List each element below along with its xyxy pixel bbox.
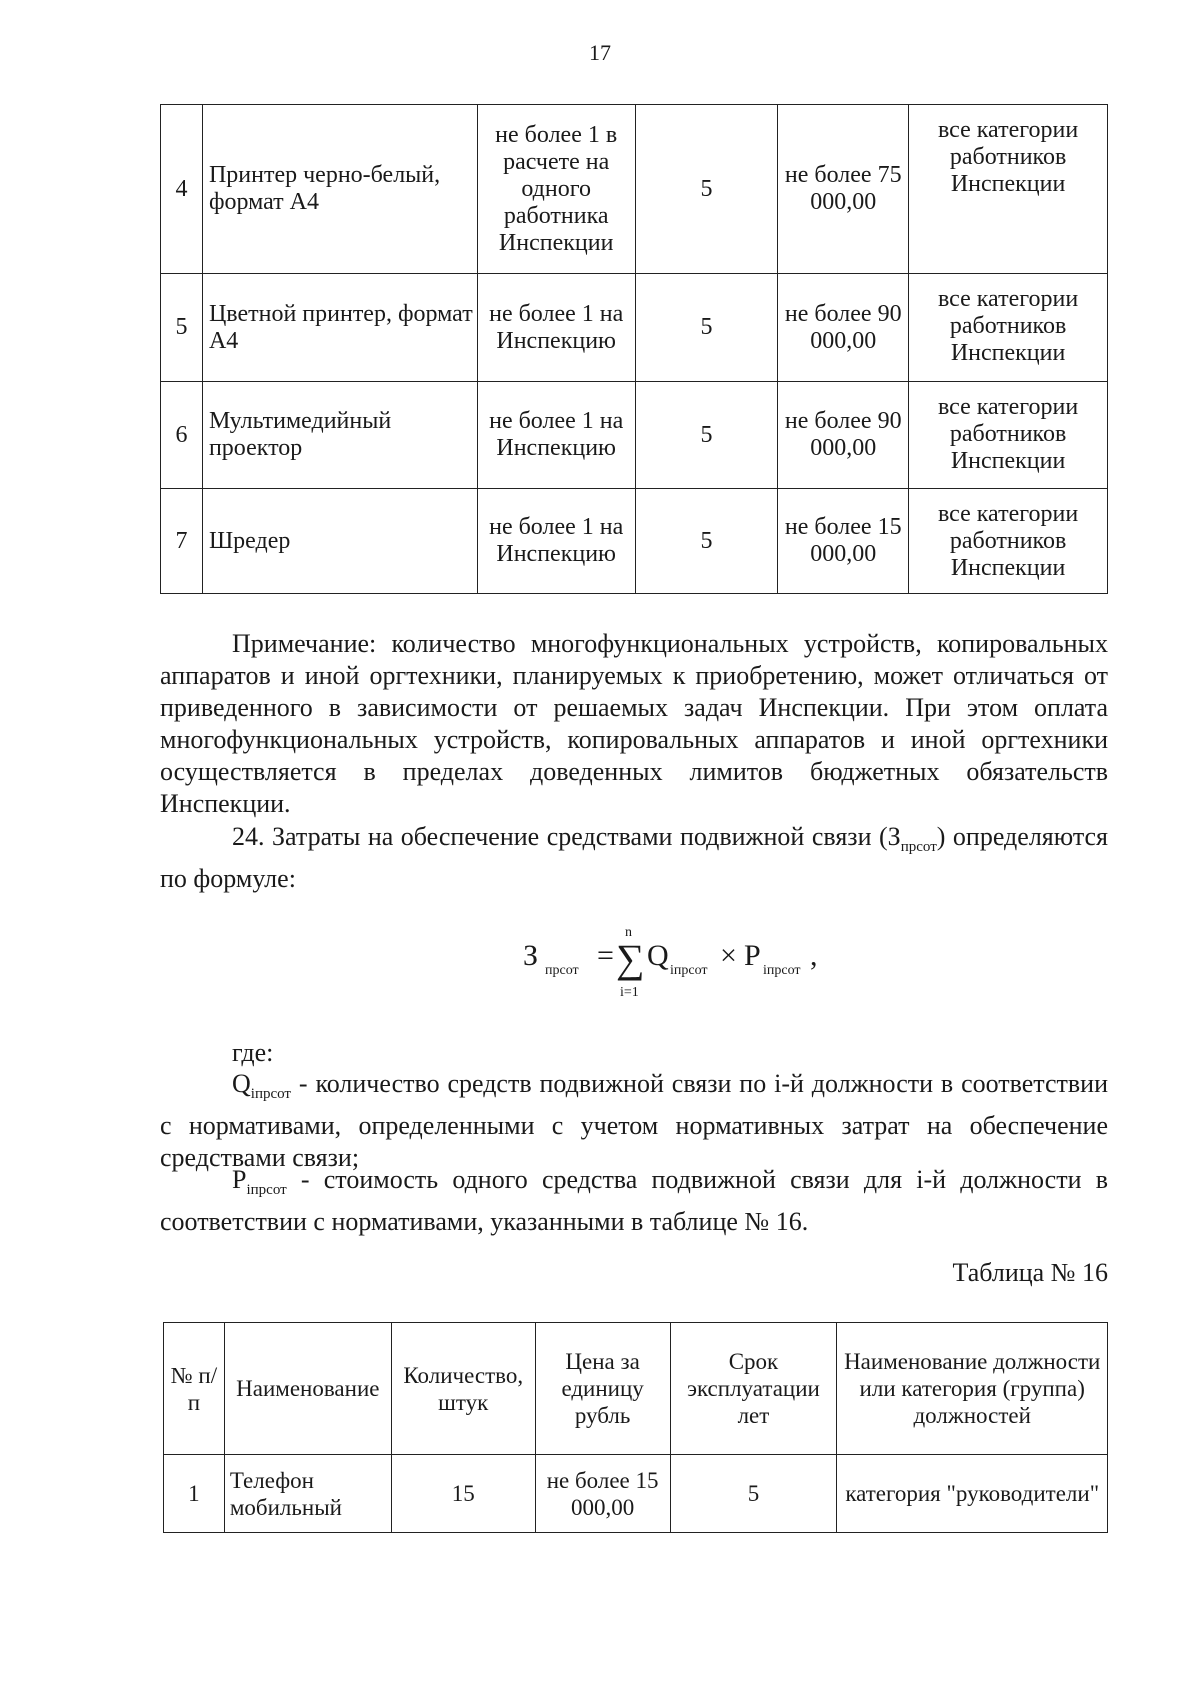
mobile-phone-table bbox=[163, 1322, 1108, 1533]
item-price: не более 90 000,00 bbox=[778, 274, 909, 382]
item-category: все категории работников Инспекции bbox=[909, 382, 1108, 489]
formula-equals: = bbox=[597, 939, 614, 972]
header-position: Наименование должности или категория (группа) должностей bbox=[837, 1323, 1108, 1455]
table-row bbox=[164, 1455, 1108, 1533]
item-24-text-end: ) определяются по формуле: bbox=[160, 822, 1109, 894]
item-price: не более 75 000,00 bbox=[778, 105, 909, 274]
definition-q bbox=[160, 1068, 1108, 1174]
item-category: все категории работников Инспекции bbox=[909, 489, 1108, 594]
item-name: Телефон мобильный bbox=[224, 1455, 391, 1533]
where-label: где: bbox=[232, 1038, 274, 1067]
header-name: Наименование bbox=[224, 1323, 391, 1455]
table-16-label: Таблица № 16 bbox=[952, 1258, 1108, 1287]
definition-q-text: - количество средств подвижной связи по i-й должности в соответствии с нормативами, определенными с учетом нормативных затрат на обеспечение средствами связи; bbox=[160, 1069, 1108, 1173]
formula-p-subscript: iпрсот bbox=[763, 963, 801, 978]
formula-lower-limit: i=1 bbox=[620, 985, 639, 1000]
formula-comma: , bbox=[810, 939, 818, 972]
item-name: Мультимедийный проектор bbox=[202, 382, 477, 489]
table-row bbox=[161, 489, 1108, 594]
header-quantity: Количество, штук bbox=[391, 1323, 535, 1455]
definition-p-symbol: P bbox=[232, 1165, 247, 1194]
item-quantity: не более 1 на Инспекцию bbox=[477, 382, 635, 489]
table-row bbox=[161, 105, 1108, 274]
row-number: 4 bbox=[161, 105, 203, 274]
note-paragraph: Примечание: количество многофункциональных устройств, копировальных аппаратов и иной оргтехники, планируемых к приобретению, может отличаться от приведенного в зависимости от решаемых задач Инспекции. При этом оплата многофункциональных устройств, копировальных аппаратов и иной оргтехники осуществляется в пределах доведенных лимитов бюджетных обязательств Инспекции. bbox=[160, 629, 1108, 818]
item-name: Цветной принтер, формат А4 bbox=[202, 274, 477, 382]
header-price: Цена за единицу рубль bbox=[535, 1323, 670, 1455]
table-row bbox=[161, 382, 1108, 489]
item-quantity: не более 1 на Инспекцию bbox=[477, 489, 635, 594]
item-term: 5 bbox=[635, 382, 778, 489]
item-price: не более 15 000,00 bbox=[778, 489, 909, 594]
item-price: не более 90 000,00 bbox=[778, 382, 909, 489]
row-number: 7 bbox=[161, 489, 203, 594]
row-number: 6 bbox=[161, 382, 203, 489]
definition-p-text: - стоимость одного средства подвижной связи для i-й должности в соответствии с нормативами, указанными в таблице № 16. bbox=[160, 1165, 1108, 1237]
formula-p: P bbox=[744, 939, 761, 972]
definition-q-symbol: Q bbox=[232, 1069, 251, 1098]
formula-sum-sign: ∑ bbox=[616, 936, 645, 981]
item-quantity: не более 1 в расчете на одного работника Инспекции bbox=[477, 105, 635, 274]
item-category: все категории работников Инспекции bbox=[909, 274, 1108, 382]
item-quantity: 15 bbox=[391, 1455, 535, 1533]
row-number: 1 bbox=[164, 1455, 225, 1533]
formula-lhs: З bbox=[523, 939, 539, 972]
row-number: 5 bbox=[161, 274, 203, 382]
definition-p-subscript: iпрсот bbox=[246, 1182, 287, 1199]
header-number: № п/п bbox=[164, 1323, 225, 1455]
item-24-subscript: прсот bbox=[900, 839, 937, 856]
item-name: Шредер bbox=[202, 489, 477, 594]
item-price: не более 15 000,00 bbox=[535, 1455, 670, 1533]
item-quantity: не более 1 на Инспекцию bbox=[477, 274, 635, 382]
item-term: 5 bbox=[635, 105, 778, 274]
formula-lhs-subscript: прсот bbox=[545, 963, 579, 978]
header-term: Срок эксплуатации лет bbox=[670, 1323, 837, 1455]
formula-upper-limit: n bbox=[625, 925, 632, 940]
item-24-text: 24. Затраты на обеспечение средствами подвижной связи (З bbox=[232, 822, 901, 851]
formula-q-subscript: iпрсот bbox=[670, 963, 708, 978]
table-header-row bbox=[164, 1323, 1108, 1455]
page-number: 17 bbox=[589, 40, 611, 65]
item-name: Принтер черно-белый, формат А4 bbox=[202, 105, 477, 274]
item-term: 5 bbox=[635, 489, 778, 594]
cost-formula bbox=[520, 925, 920, 1005]
formula-times: × bbox=[720, 939, 737, 972]
definition-q-subscript: iпрсот bbox=[250, 1086, 291, 1103]
item-24-paragraph bbox=[160, 821, 1108, 895]
equipment-table bbox=[160, 104, 1108, 594]
definition-p bbox=[160, 1164, 1108, 1238]
formula-q: Q bbox=[647, 939, 669, 972]
item-category: все категории работников Инспекции bbox=[909, 105, 1108, 274]
item-term: 5 bbox=[635, 274, 778, 382]
item-term: 5 bbox=[670, 1455, 837, 1533]
item-position: категория "руководители" bbox=[837, 1455, 1108, 1533]
table-row bbox=[161, 274, 1108, 382]
